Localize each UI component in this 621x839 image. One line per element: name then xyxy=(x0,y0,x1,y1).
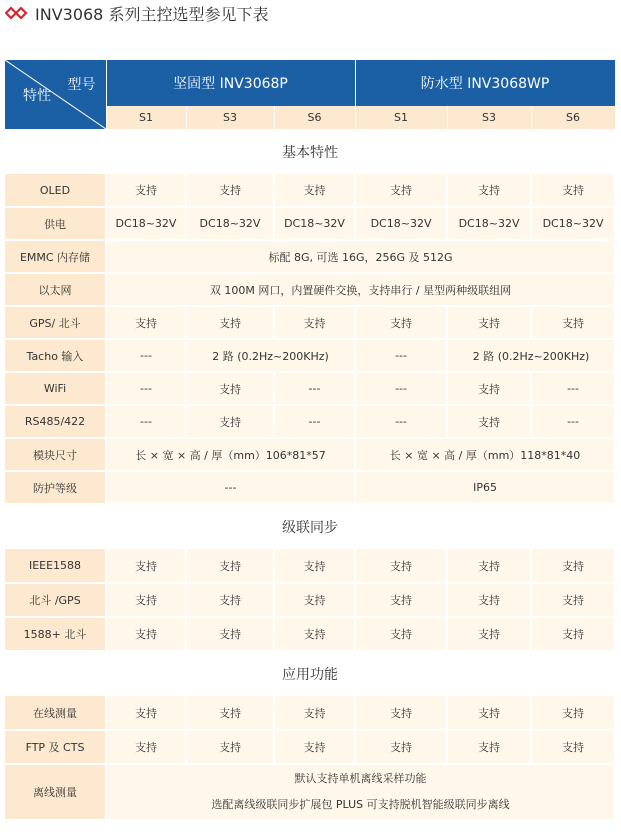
table-row xyxy=(5,240,615,273)
table-cell: 支持 xyxy=(274,730,355,764)
table-cell-merged: 双 100M 网口，内置硬件交换，支持串行 / 星型两种级联组网 xyxy=(106,273,615,306)
offline-line-2: 选配离线级联同步扩展包 PLUS 可支持脱机智能级联同步离线 xyxy=(211,798,510,811)
row-label: Tacho 输入 xyxy=(5,339,106,372)
corner-diagonal-line xyxy=(5,60,106,129)
table-cell: 支持 xyxy=(106,696,186,730)
table-cell: --- xyxy=(274,372,355,405)
table-cell: DC18~32V xyxy=(106,207,186,240)
table-cell: --- xyxy=(106,339,186,372)
section-title-basic: 基本特性 xyxy=(5,129,615,174)
table-cell: 支持 xyxy=(531,174,615,207)
table-cell: --- xyxy=(531,372,615,405)
table-cell: 支持 xyxy=(531,730,615,764)
table-cell: 支持 xyxy=(531,583,615,617)
page-title: INV3068 系列主控选型参见下表 xyxy=(35,4,269,24)
row-label: IEEE1588 xyxy=(5,549,106,583)
table-cell: 支持 xyxy=(355,306,447,339)
corner-model-label: 型号 xyxy=(67,77,96,93)
row-label: RS485/422 xyxy=(5,405,106,438)
table-cell: 支持 xyxy=(106,306,186,339)
table-cell: 支持 xyxy=(186,405,274,438)
row-label: OLED xyxy=(5,174,106,207)
row-label: 以太网 xyxy=(5,273,106,306)
table-cell: 支持 xyxy=(274,583,355,617)
table-cell: 支持 xyxy=(186,306,274,339)
table-cell-merged xyxy=(106,764,615,820)
table-cell-merged: --- xyxy=(106,471,355,504)
table-cell: 支持 xyxy=(447,583,531,617)
table-cell: --- xyxy=(531,405,615,438)
table-row xyxy=(5,273,615,306)
selection-table xyxy=(5,60,616,821)
table-cell: 支持 xyxy=(447,306,531,339)
table-cell: 支持 xyxy=(447,549,531,583)
table-cell: 支持 xyxy=(447,174,531,207)
table-cell: 支持 xyxy=(355,174,447,207)
table-cell-merged: 长 × 宽 × 高 / 厚（mm）106*81*57 xyxy=(106,438,355,471)
sub-header: S6 xyxy=(531,106,615,129)
table-row xyxy=(5,405,615,438)
table-cell: 支持 xyxy=(106,549,186,583)
page-title-bar xyxy=(5,2,268,24)
model-header-wp: 防水型 INV3068WP xyxy=(355,60,615,106)
table-cell: DC18~32V xyxy=(186,207,274,240)
offline-line-1: 默认支持单机离线采样功能 xyxy=(294,772,427,785)
table-row xyxy=(5,696,615,730)
table-cell: --- xyxy=(355,372,447,405)
table-cell: 支持 xyxy=(186,372,274,405)
table-row xyxy=(5,549,615,583)
table-cell: 支持 xyxy=(531,617,615,651)
table-row xyxy=(5,438,615,471)
table-cell: 支持 xyxy=(106,583,186,617)
table-row xyxy=(5,764,615,820)
table-cell: 支持 xyxy=(274,306,355,339)
table-cell: 支持 xyxy=(106,174,186,207)
table-cell: 支持 xyxy=(447,372,531,405)
sub-header: S3 xyxy=(186,106,274,129)
table-cell-merged: 长 × 宽 × 高 / 厚（mm）118*81*40 xyxy=(355,438,615,471)
row-label: 北斗 /GPS xyxy=(5,583,106,617)
row-label: WiFi xyxy=(5,372,106,405)
table-cell: DC18~32V xyxy=(531,207,615,240)
table-cell: 支持 xyxy=(274,174,355,207)
row-label: GPS/ 北斗 xyxy=(5,306,106,339)
sub-header: S6 xyxy=(274,106,355,129)
row-label: 防护等级 xyxy=(5,471,106,504)
model-header-p: 坚固型 INV3068P xyxy=(106,60,355,106)
table-cell: 支持 xyxy=(274,696,355,730)
table-cell: --- xyxy=(355,405,447,438)
table-cell: 支持 xyxy=(355,696,447,730)
table-row xyxy=(5,339,615,372)
table-cell: 支持 xyxy=(531,549,615,583)
table-row xyxy=(5,617,615,651)
table-cell-merged: 2 路 (0.2Hz~200KHz) xyxy=(186,339,355,372)
table-cell: 支持 xyxy=(274,549,355,583)
table-row xyxy=(5,583,615,617)
table-cell-merged: 标配 8G, 可选 16G，256G 及 512G xyxy=(106,240,615,273)
table-row xyxy=(5,207,615,240)
table-row xyxy=(5,372,615,405)
table-cell: 支持 xyxy=(106,730,186,764)
table-cell: 支持 xyxy=(186,549,274,583)
sub-header: S1 xyxy=(106,106,186,129)
table-row xyxy=(5,730,615,764)
table-cell: --- xyxy=(355,339,447,372)
table-cell: 支持 xyxy=(355,549,447,583)
sub-header: S1 xyxy=(355,106,447,129)
table-cell: 支持 xyxy=(447,730,531,764)
table-cell: 支持 xyxy=(186,583,274,617)
table-row xyxy=(5,174,615,207)
row-label: 模块尺寸 xyxy=(5,438,106,471)
header-corner-cell xyxy=(5,60,106,129)
table-cell: 支持 xyxy=(186,730,274,764)
sub-header: S3 xyxy=(447,106,531,129)
table-cell: 支持 xyxy=(531,696,615,730)
row-label: FTP 及 CTS xyxy=(5,730,106,764)
section-title-cascade: 级联同步 xyxy=(5,504,615,549)
table-cell: 支持 xyxy=(531,306,615,339)
chain-link-icon xyxy=(5,6,27,20)
row-label: 供电 xyxy=(5,207,106,240)
table-cell: 支持 xyxy=(186,617,274,651)
table-cell: 支持 xyxy=(186,696,274,730)
table-cell-merged: 2 路 (0.2Hz~200KHz) xyxy=(447,339,615,372)
table-row xyxy=(5,471,615,504)
table-cell: --- xyxy=(106,372,186,405)
section-title-application: 应用功能 xyxy=(5,651,615,696)
table-cell: 支持 xyxy=(106,617,186,651)
table-cell: DC18~32V xyxy=(355,207,447,240)
table-cell: 支持 xyxy=(447,617,531,651)
table-cell: 支持 xyxy=(447,696,531,730)
row-label: 离线测量 xyxy=(5,764,106,820)
row-label: 1588+ 北斗 xyxy=(5,617,106,651)
table-cell: --- xyxy=(106,405,186,438)
table-cell: 支持 xyxy=(447,405,531,438)
table-cell: 支持 xyxy=(274,617,355,651)
table-cell: DC18~32V xyxy=(274,207,355,240)
table-cell: 支持 xyxy=(355,617,447,651)
table-cell: 支持 xyxy=(355,583,447,617)
row-label: 在线测量 xyxy=(5,696,106,730)
table-cell-merged: IP65 xyxy=(355,471,615,504)
corner-feature-label: 特性 xyxy=(23,88,51,104)
table-cell: 支持 xyxy=(186,174,274,207)
table-row xyxy=(5,306,615,339)
row-label: EMMC 内存储 xyxy=(5,240,106,273)
table-cell: --- xyxy=(274,405,355,438)
table-cell: DC18~32V xyxy=(447,207,531,240)
table-cell: 支持 xyxy=(355,730,447,764)
